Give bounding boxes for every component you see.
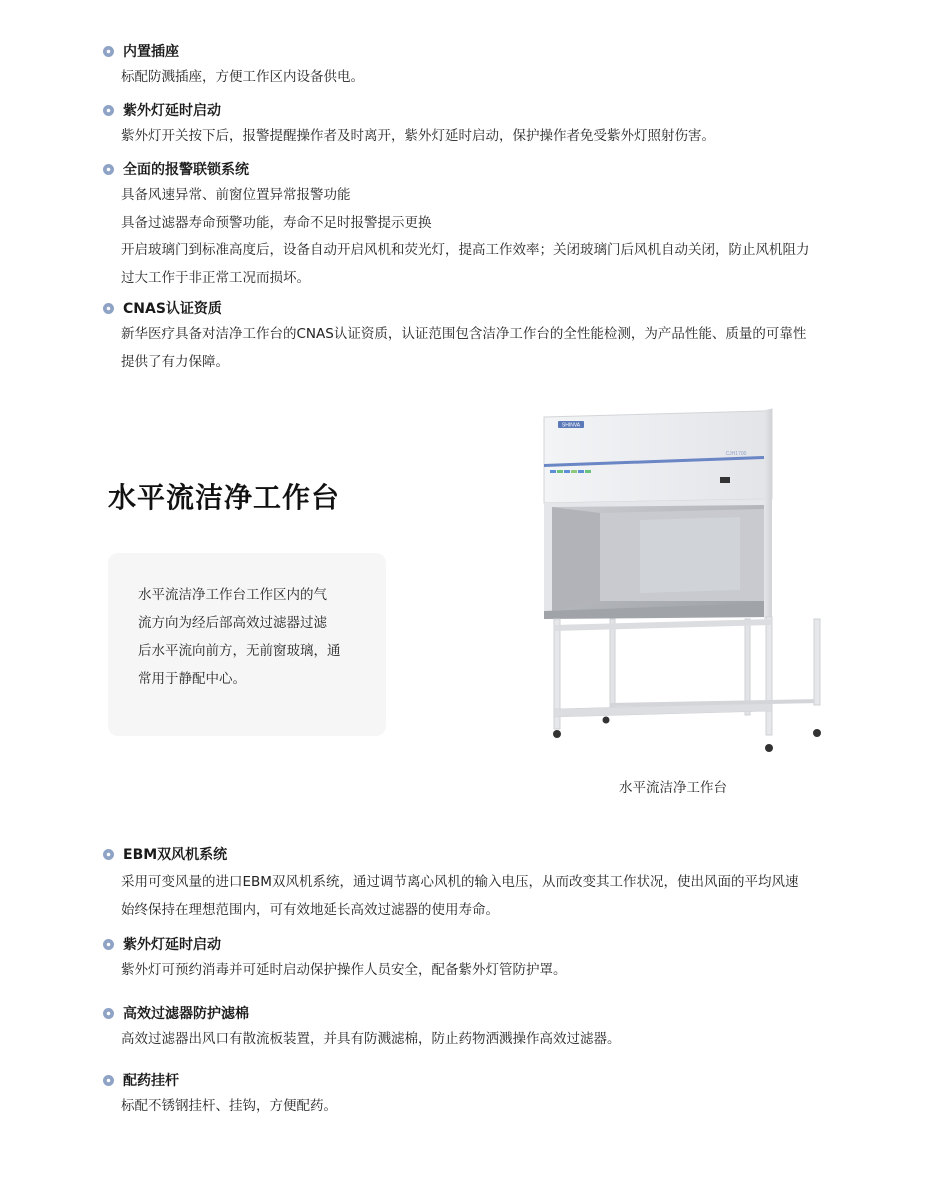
feature-title: 内置插座 xyxy=(123,44,179,60)
product-description: 水平流洁净工作台工作区内的气 流方向为经后部高效过滤器过滤 后水平流向前方，无前窗玻璃，通 常用于静配中心。 xyxy=(138,587,341,687)
feature-ebm-fans xyxy=(103,843,883,924)
model-text: CJH1700 xyxy=(725,451,747,457)
bullet-icon xyxy=(103,46,114,57)
feature-title: 全面的报警联锁系统 xyxy=(123,162,249,178)
feature-hepa-cotton xyxy=(103,1002,883,1054)
feature-desc-line: 高效过滤器出风口有散流板装置，并具有防溅滤棉，防止药物洒溅操作高效过滤器。 xyxy=(121,1031,621,1047)
clean-bench-image xyxy=(540,405,830,755)
product-description-box xyxy=(108,553,386,736)
bullet-icon xyxy=(103,303,114,314)
feature-title: 高效过滤器防护滤棉 xyxy=(123,1006,249,1022)
feature-alarm-interlock xyxy=(103,158,883,292)
feature-desc-line: 具备过滤器寿命预警功能，寿命不足时报警提示更换 xyxy=(121,214,432,231)
feature-desc-line: 紫外灯开关按下后，报警提醒操作者及时离开，紫外灯延时启动，保护操作者免受紫外灯照射伤害。 xyxy=(121,128,715,144)
feature-desc-line: 采用可变风量的进口EBM双风机系统，通过调节离心风机的输入电压，从而改变其工作状况，使出风面的平均风速 xyxy=(121,874,799,890)
feature-desc-line: 过大工作于非正常工况而损坏。 xyxy=(121,269,310,286)
feature-desc-line: 始终保持在理想范围内，可有效地延长高效过滤器的使用寿命。 xyxy=(121,901,499,918)
feature-title: 配药挂杆 xyxy=(123,1073,179,1089)
feature-desc-line: 标配防溅插座，方便工作区内设备供电。 xyxy=(121,69,364,85)
bullet-icon xyxy=(103,1008,114,1019)
feature-uv-delay-top xyxy=(103,99,883,151)
feature-desc-line: 新华医疗具备对洁净工作台的CNAS认证资质，认证范围包含洁净工作台的全性能检测，为产品性能、质量的可靠性 xyxy=(121,326,807,342)
feature-title: 紫外灯延时启动 xyxy=(123,103,221,119)
feature-title: CNAS认证资质 xyxy=(123,301,222,317)
brand-text: SHINVA xyxy=(561,422,581,429)
feature-desc-line: 提供了有力保障。 xyxy=(121,353,229,370)
product-caption: 水平流洁净工作台 xyxy=(619,780,727,796)
feature-builtin-socket xyxy=(103,40,883,92)
feature-desc-line: 具备风速异常、前窗位置异常报警功能 xyxy=(121,187,351,203)
bullet-icon xyxy=(103,1075,114,1086)
feature-cnas xyxy=(103,297,883,376)
feature-uv-delay-bottom xyxy=(103,933,883,985)
bullet-icon xyxy=(103,849,114,860)
bullet-icon xyxy=(103,939,114,950)
bullet-icon xyxy=(103,105,114,116)
product-title: 水平流洁净工作台 xyxy=(108,481,341,514)
feature-desc-line: 开启玻璃门到标准高度后，设备自动开启风机和荧光灯，提高工作效率；关闭玻璃门后风机自动关闭，防止风机阻力 xyxy=(121,242,810,258)
feature-desc-line: 紫外灯可预约消毒并可延时启动保护操作人员安全，配备紫外灯管防护罩。 xyxy=(121,962,567,978)
feature-hanging-rod xyxy=(103,1069,883,1121)
bullet-icon xyxy=(103,164,114,175)
feature-title: EBM双风机系统 xyxy=(123,847,228,863)
feature-desc-line: 标配不锈钢挂杆、挂钩，方便配药。 xyxy=(121,1098,337,1114)
feature-title: 紫外灯延时启动 xyxy=(123,937,221,953)
